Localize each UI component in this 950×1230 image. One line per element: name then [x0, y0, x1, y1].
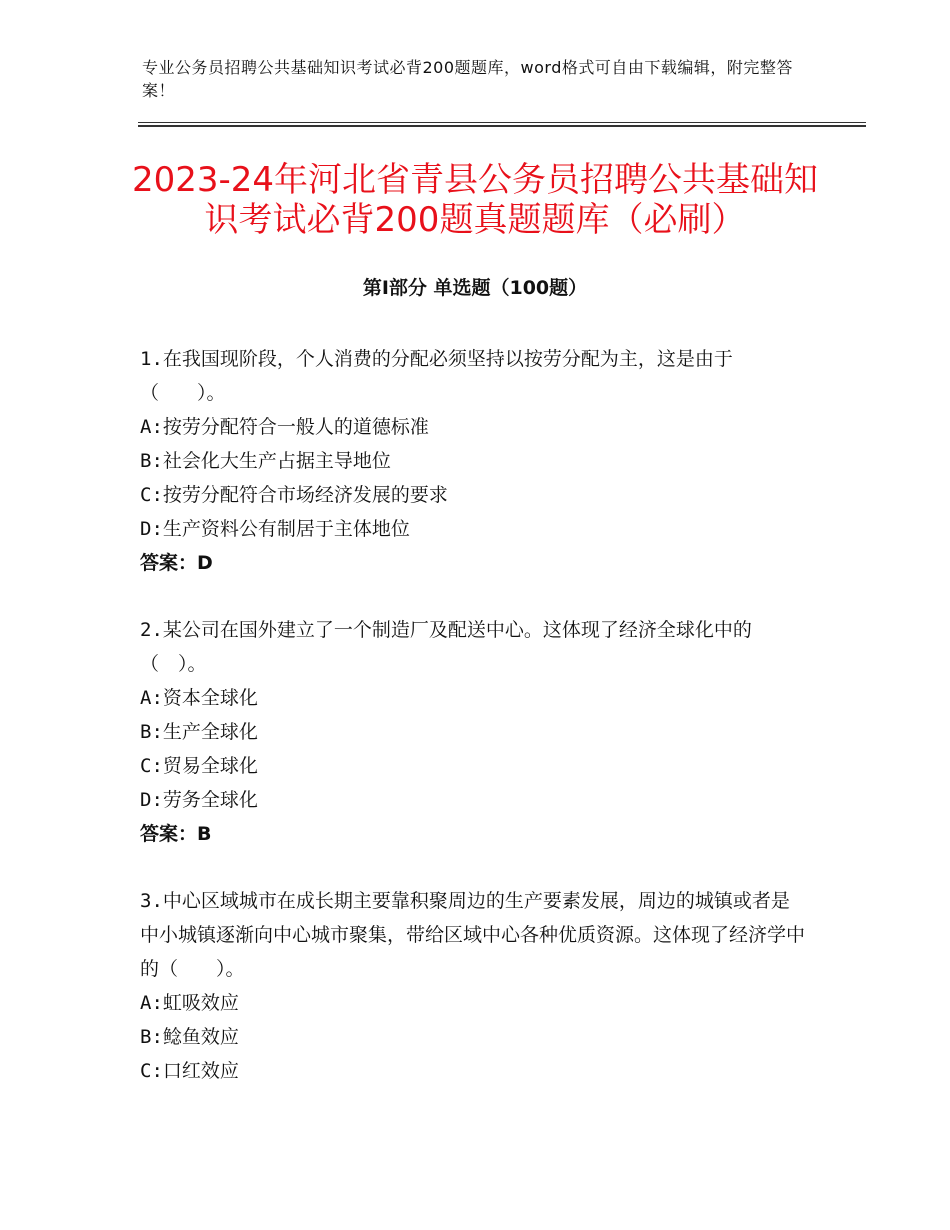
- answer: 答案：B: [140, 823, 212, 845]
- document-title: 2023-24年河北省青县公务员招聘公共基础知识考试必背200题真题题库（必刷）: [131, 160, 819, 240]
- header-note: 专业公务员招聘公共基础知识考试必背200题题库，word格式可自由下载编辑，附完整答案！: [142, 58, 793, 100]
- question-stem: 3.中心区域城市在成长期主要靠积聚周边的生产要素发展，周边的城镇或者是中小城镇逐渐向中心城市聚集，带给区域中心各种优质资源。这体现了经济学中的（ ）。: [140, 890, 806, 980]
- answer: 答案：D: [140, 552, 213, 574]
- option-c: C:贸易全球化: [140, 755, 258, 777]
- question-1: [140, 342, 806, 580]
- question-stem: 1.在我国现阶段，个人消费的分配必须坚持以按劳分配为主，这是由于（ ）。: [140, 348, 733, 404]
- part-heading: 第Ⅰ部分 单选题（100题）: [362, 277, 588, 299]
- option-b: B:鲶鱼效应: [140, 1026, 239, 1048]
- question-stem: 2.某公司在国外建立了一个制造厂及配送中心。这体现了经济全球化中的（ ）。: [140, 619, 752, 675]
- option-a: A:按劳分配符合一般人的道德标准: [140, 416, 429, 438]
- option-a: A:资本全球化: [140, 687, 258, 709]
- header-divider-thick: [138, 125, 866, 127]
- option-b: B:社会化大生产占据主导地位: [140, 450, 391, 472]
- option-c: C:口红效应: [140, 1060, 239, 1082]
- question-list: [140, 342, 806, 1121]
- header-divider-thin: [138, 122, 866, 123]
- option-d: D:劳务全球化: [140, 789, 258, 811]
- question-3: [140, 884, 806, 1088]
- option-c: C:按劳分配符合市场经济发展的要求: [140, 484, 448, 506]
- question-2: [140, 613, 806, 851]
- option-d: D:生产资料公有制居于主体地位: [140, 518, 410, 540]
- option-b: B:生产全球化: [140, 721, 258, 743]
- option-a: A:虹吸效应: [140, 992, 239, 1014]
